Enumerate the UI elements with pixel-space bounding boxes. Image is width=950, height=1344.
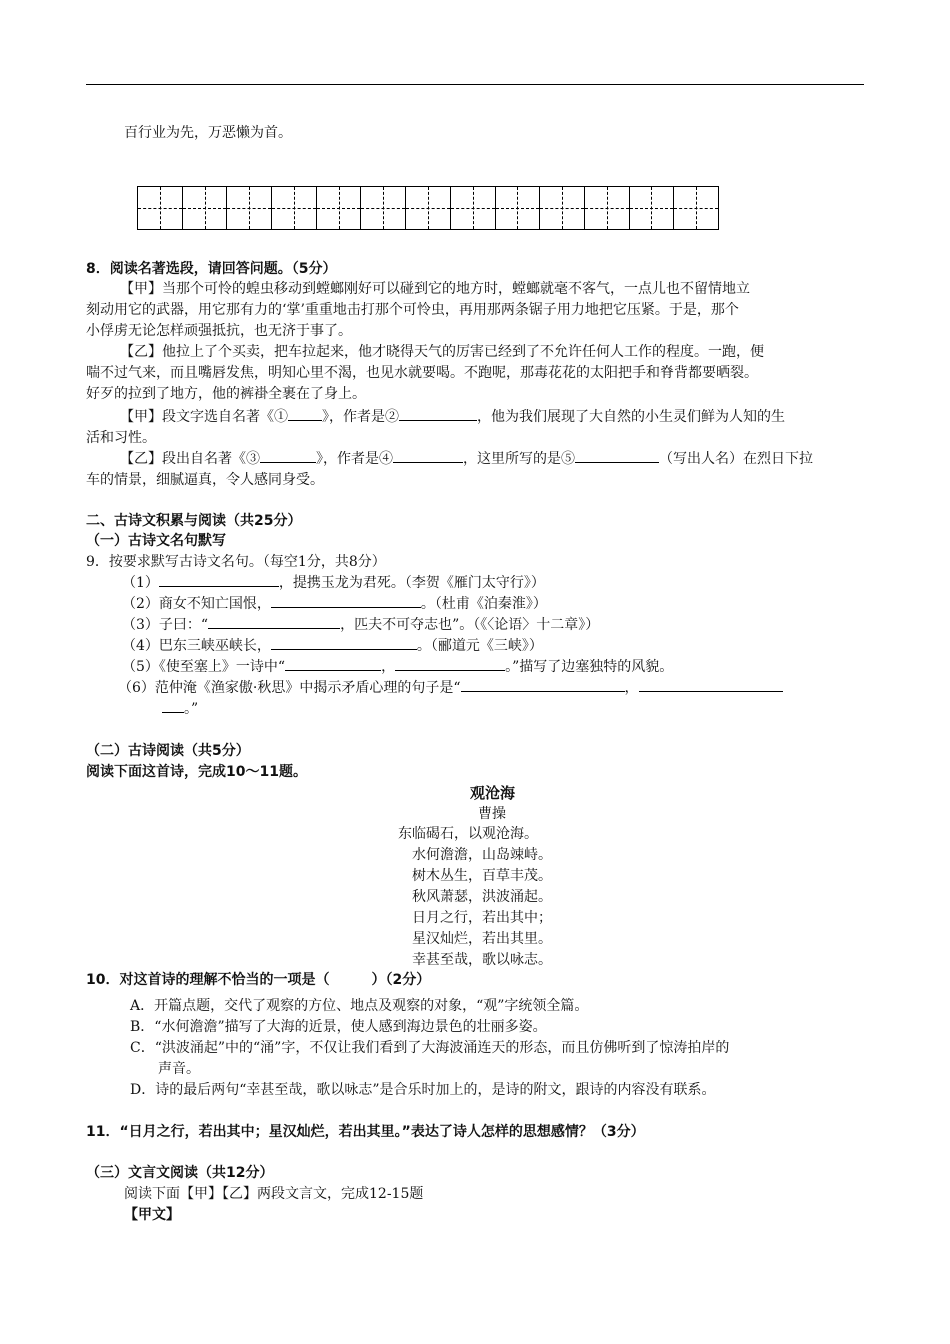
poem-line: 水何澹澹，山岛竦峙。 [412,847,552,863]
blank-3[interactable] [260,448,316,463]
q8-question-2: 活和习性。 [86,430,156,446]
q8-yi-line: 好歹的拉到了地方，他的裤褂全裹在了身上。 [86,386,366,402]
grid-cell[interactable] [272,187,317,229]
q11-title: 11．“日月之行，若出其中；星汉灿烂，若出其里。”表达了诗人怎样的思想感情？（3分） [86,1124,645,1140]
q9-blank[interactable] [271,635,417,650]
section-2-sub3: （三）文言文阅读（共12分） [86,1165,274,1181]
q9-item-3: （3）子曰：“ ，匹夫不可夺志也”。（《〈论语〉十二章》） [122,614,599,634]
q9-blank[interactable] [162,698,184,713]
header-text: 百行业为先，万恶懒为首。 [124,125,292,141]
q8-jia-line: 刻动用它的武器，用它那有力的‘掌’重重地击打那个可怜虫，再用那两条锯子用力地把它压紧。于是，那个 [86,302,739,318]
blank-4[interactable] [393,448,463,463]
section-2-sub1: （一）古诗文名句默写 [86,533,226,549]
q9-item-6-tail: 。” [162,698,198,718]
poem-line: 东临碣石，以观沧海。 [398,826,538,842]
q10-option-c-cont: 声音。 [158,1061,200,1077]
q8-question-4: 车的情景，细腻逼真，令人感同身受。 [86,472,324,488]
poem-intro: 阅读下面这首诗，完成10～11题。 [86,764,307,780]
poem-line: 秋风萧瑟，洪波涌起。 [412,889,552,905]
grid-cell[interactable] [317,187,362,229]
q10-option-d[interactable]: D．诗的最后两句“幸甚至哉，歌以咏志”是合乐时加上的，是诗的附文，跟诗的内容没有联系。 [130,1082,716,1098]
q9-blank[interactable] [208,614,340,629]
q9-blank[interactable] [285,656,381,671]
blank-1[interactable] [288,406,322,421]
header-rule [86,84,864,85]
q8-yi-passage [86,342,876,405]
q9-blank[interactable] [395,656,505,671]
grid-cell[interactable] [630,187,675,229]
poem-line: 星汉灿烂，若出其里。 [412,931,552,947]
q8-title: 8．阅读名著选段，请回答问题。（5分） [86,261,337,277]
q8-yi-line: 喘不过气来，而且嘴唇发焦，明知心里不渴，也见水就要喝。不跑呢，那毒花花的太阳把手和脊背都要晒裂。 [86,365,758,381]
poem-line: 树木丛生，百草丰茂。 [412,868,552,884]
grid-cell[interactable] [496,187,541,229]
q10-option-a[interactable]: A．开篇点题，交代了观察的方位、地点及观察的对象，“观”字统领全篇。 [130,998,589,1014]
jia-wen-label: 【甲文】 [124,1207,180,1223]
q8-jia-passage [86,279,876,342]
q8-question-3: 【乙】段出自名著《③ 》，作者是④ ，这里所写的是⑤ （写出人名）在烈日下拉 [120,448,813,468]
q8-jia-line: 小俘虏无论怎样顽强抵抗，也无济于事了。 [86,323,352,339]
poem-line: 日月之行，若出其中； [412,910,552,926]
q9-blank[interactable] [639,677,783,692]
q10-option-c[interactable]: C．“洪波涌起”中的“涌”字，不仅让我们看到了大海波涌连天的形态，而且仿佛听到了惊涛拍岸的 [130,1040,730,1056]
grid-cell[interactable] [585,187,630,229]
grid-cell[interactable] [451,187,496,229]
grid-cell[interactable] [406,187,451,229]
q10-title: 10．对这首诗的理解不恰当的一项是（ ）（2分） [86,972,431,988]
q9-item-2: （2）商女不知亡国恨， 。（杜甫《泊秦淮》） [122,593,547,613]
grid-cell[interactable] [138,187,183,229]
q9-item-4: （4）巴东三峡巫峡长， 。（郦道元《三峡》） [122,635,543,655]
q10-option-b[interactable]: B．“水何澹澹”描写了大海的近景，使人感到海边景色的壮丽多姿。 [130,1019,547,1035]
q9-blank[interactable] [159,572,279,587]
q8-question-1: 【甲】段文字选自名著《① 》，作者是② ，他为我们展现了大自然的小生灵们鲜为人知的生 [120,406,785,426]
poem-author: 曹操 [478,806,506,822]
q9-title: 9．按要求默写古诗文名句。（每空1分，共8分） [86,554,386,570]
grid-cell[interactable] [674,187,718,229]
classical-intro: 阅读下面【甲】【乙】两段文言文，完成12-15题 [124,1186,424,1202]
section-2-title: 二、古诗文积累与阅读（共25分） [86,513,302,529]
grid-cell[interactable] [183,187,228,229]
q9-item-1: （1） ，提携玉龙为君死。（李贺《雁门太守行》） [122,572,545,592]
blank-2[interactable] [399,406,477,421]
grid-cell[interactable] [540,187,585,229]
poem-title: 观沧海 [470,784,516,802]
grid-cell[interactable] [227,187,272,229]
grid-cell[interactable] [361,187,406,229]
section-2-sub2: （二）古诗阅读（共5分） [86,743,250,759]
q8-yi-line: 【乙】他拉上了个买卖，把车拉起来，他才晓得天气的厉害已经到了不允许任何人工作的程度。一跑，便 [120,344,764,360]
q9-blank[interactable] [461,677,625,692]
q9-blank[interactable] [271,593,421,608]
q8-jia-line: 【甲】当那个可怜的蝗虫移动到螳螂刚好可以碰到它的地方时，螳螂就毫不客气，一点儿也不留情地立 [120,281,750,297]
writing-grid[interactable] [137,186,719,230]
q9-item-6: （6）范仲淹《渔家傲·秋思》中揭示矛盾心理的句子是“ ， [118,677,783,697]
poem-body [398,824,552,971]
poem-line: 幸甚至哉，歌以咏志。 [412,952,552,968]
blank-5[interactable] [575,448,659,463]
q9-item-5: （5）《使至塞上》一诗中“ ， 。”描写了边塞独特的风貌。 [122,656,673,676]
